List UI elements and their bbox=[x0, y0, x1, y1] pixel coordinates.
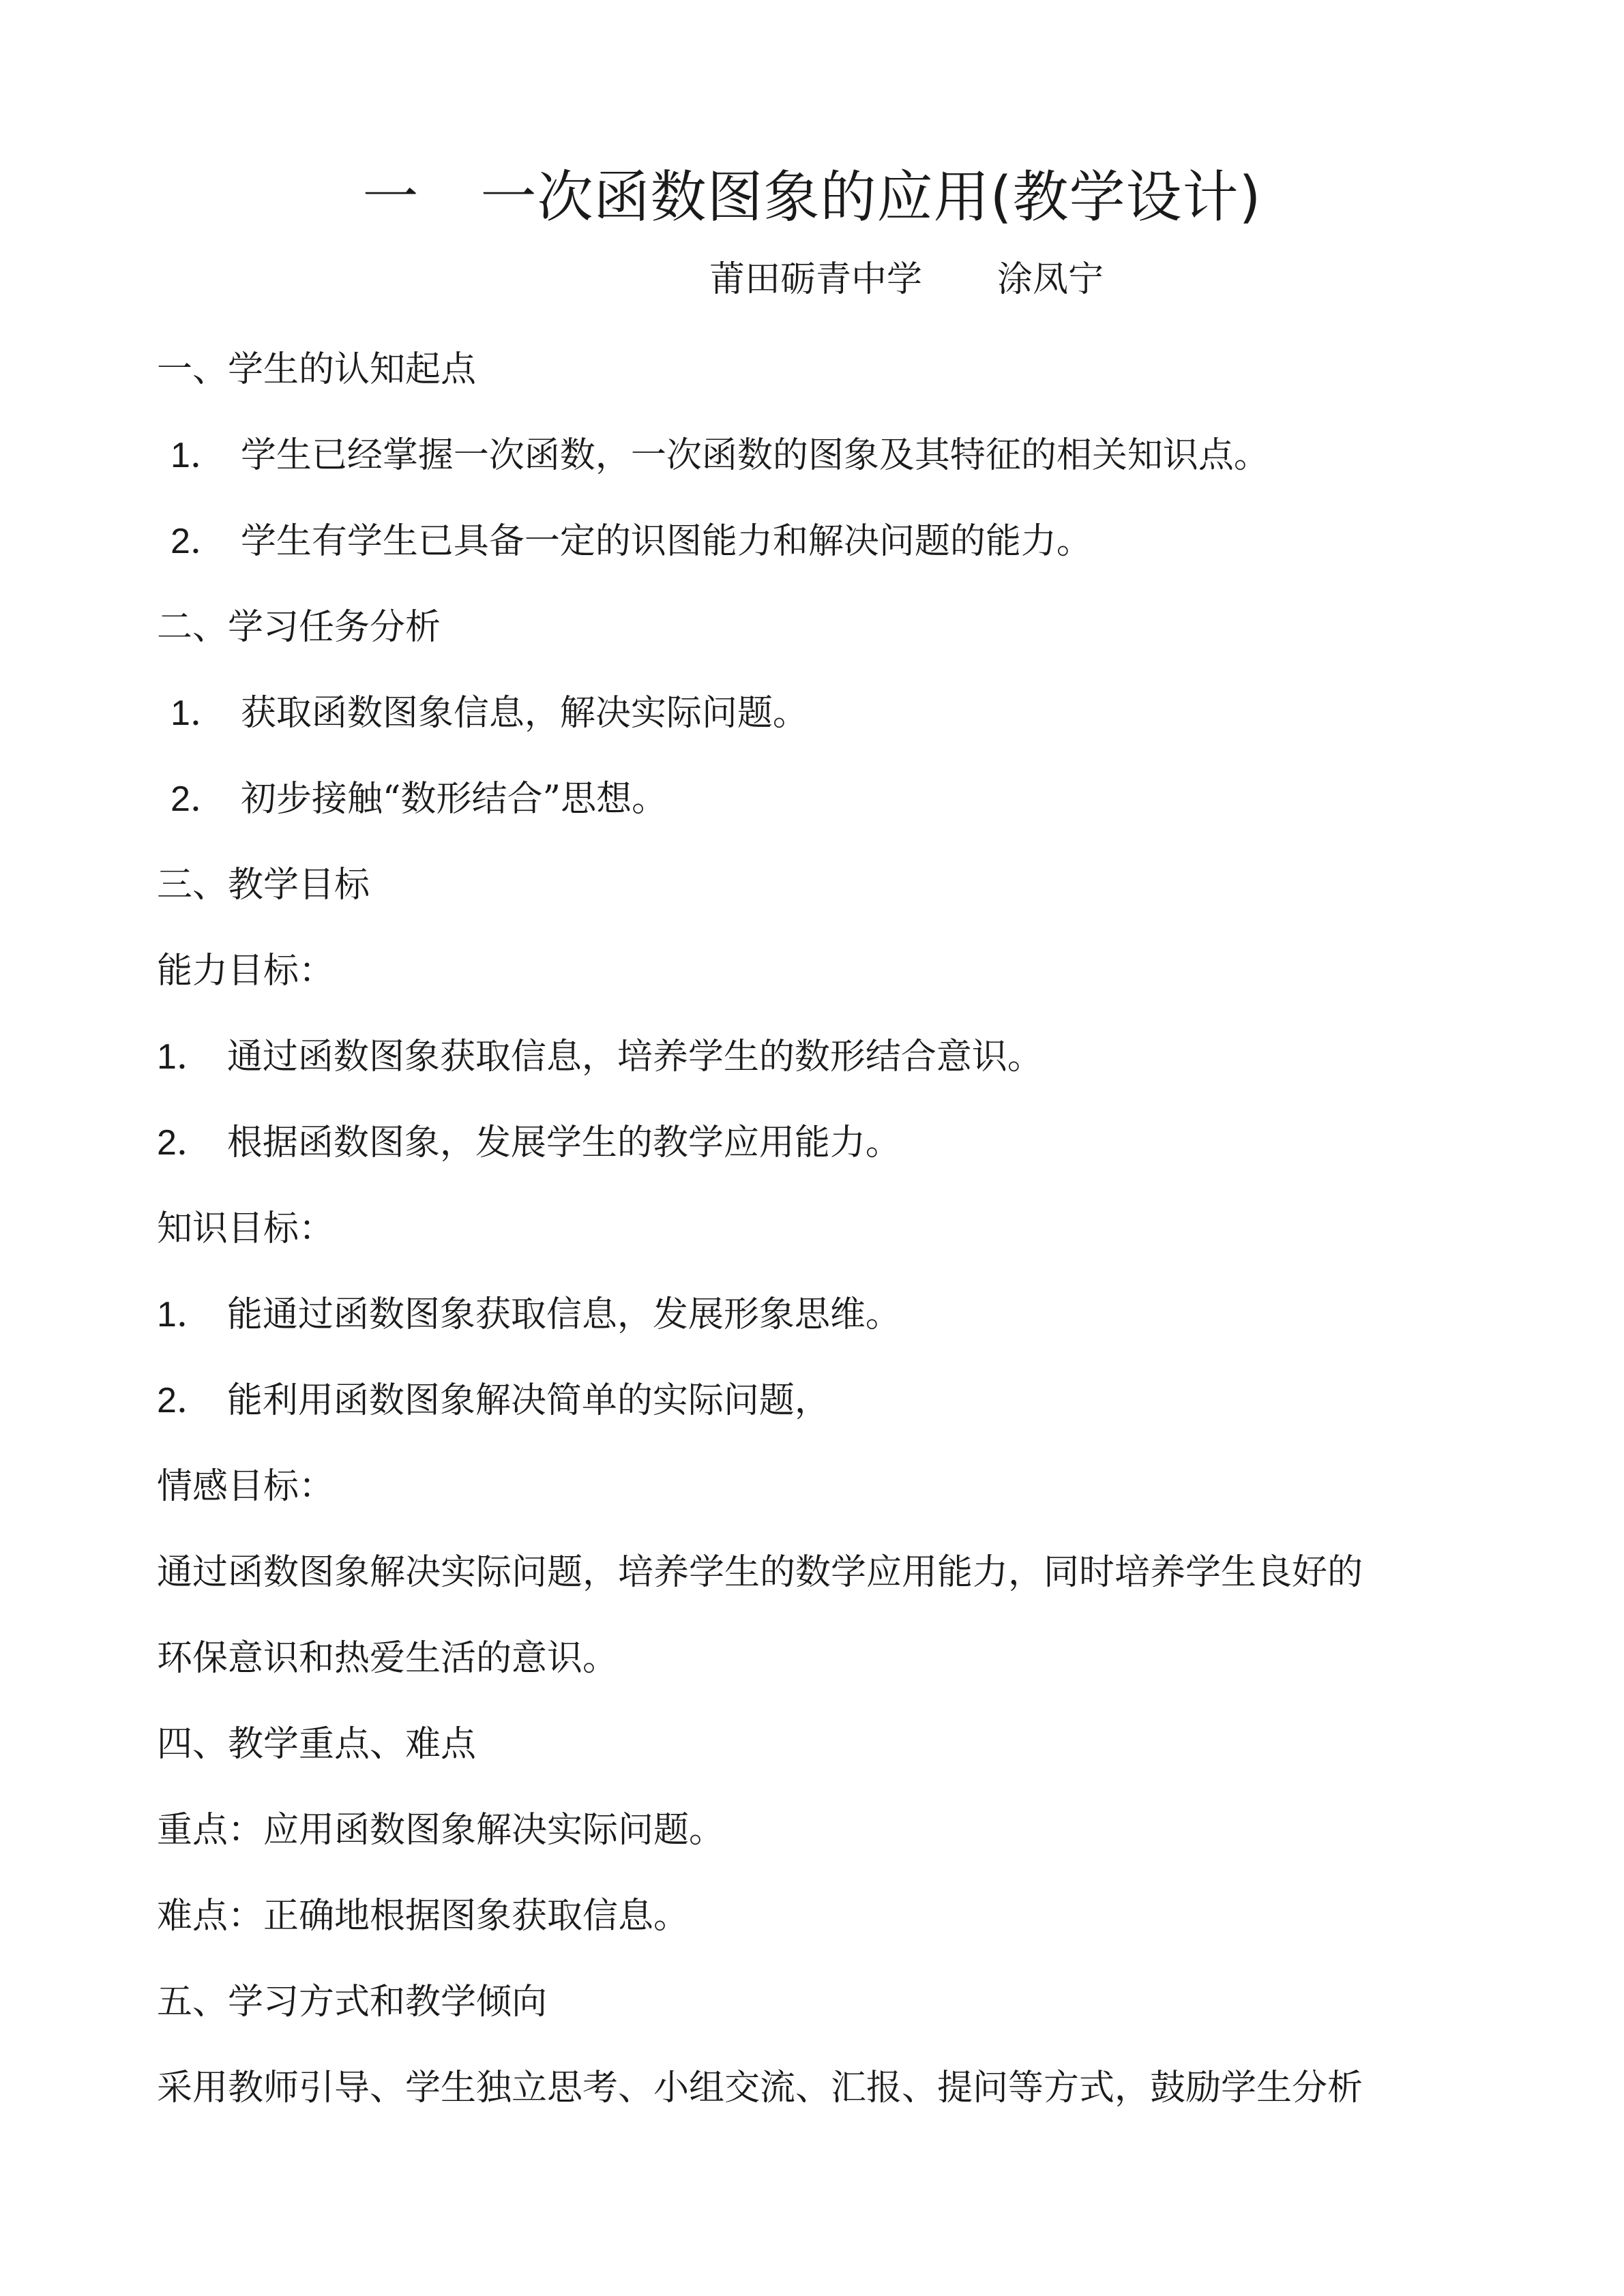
byline bbox=[709, 252, 1104, 307]
list-item bbox=[157, 1030, 1043, 1084]
list-item bbox=[157, 1287, 901, 1342]
paragraph-line: 难点：正确地根据图象获取信息。 bbox=[157, 1896, 690, 1937]
section-heading: 三、教学目标 bbox=[157, 865, 370, 906]
section-heading: 四、教学重点、难点 bbox=[157, 1724, 477, 1765]
list-item bbox=[171, 772, 667, 826]
title-text: 一次函数图象的应用(教学设计) bbox=[480, 165, 1262, 230]
item-number: 1． bbox=[157, 1037, 212, 1077]
item-number: 2． bbox=[171, 779, 226, 819]
item-text: 获取函数图象信息，解决实际问题。 bbox=[240, 693, 808, 734]
item-text: 初步接触“数形结合”思想。 bbox=[240, 779, 668, 820]
author-name: 涂凤宁 bbox=[997, 259, 1104, 300]
item-text: 学生有学生已具备一定的识图能力和解决问题的能力。 bbox=[240, 521, 1092, 562]
paragraph-line: 环保意识和热爱生活的意识。 bbox=[157, 1638, 619, 1679]
school-name: 莆田砺青中学 bbox=[709, 259, 923, 300]
item-number: 1． bbox=[157, 1295, 212, 1335]
list-item bbox=[157, 1373, 830, 1428]
list-item bbox=[171, 428, 1269, 483]
item-text: 根据函数图象，发展学生的教学应用能力。 bbox=[226, 1122, 901, 1163]
paragraph-line: 通过函数图象解决实际问题，培养学生的数学应用能力，同时培养学生良好的 bbox=[157, 1552, 1363, 1593]
page-title bbox=[0, 160, 1624, 235]
section-heading: 五、学习方式和教学倾向 bbox=[157, 1982, 548, 2023]
item-text: 通过函数图象获取信息，培养学生的数形结合意识。 bbox=[226, 1037, 1043, 1077]
paragraph-line: 重点：应用函数图象解决实际问题。 bbox=[157, 1810, 725, 1851]
item-number: 2． bbox=[157, 1381, 212, 1420]
list-item bbox=[157, 1116, 901, 1170]
item-number: 2． bbox=[171, 522, 226, 561]
subsection-label: 能力目标： bbox=[157, 951, 335, 992]
list-item bbox=[171, 514, 1092, 569]
list-item bbox=[171, 686, 808, 741]
paragraph-line: 采用教师引导、学生独立思考、小组交流、汇报、提问等方式，鼓励学生分析 bbox=[157, 2068, 1363, 2108]
item-text: 能通过函数图象获取信息，发展形象思维。 bbox=[226, 1294, 901, 1335]
title-number: 一 bbox=[362, 165, 419, 230]
item-text: 学生已经掌握一次函数，一次函数的图象及其特征的相关知识点。 bbox=[240, 435, 1269, 476]
item-number: 1． bbox=[171, 436, 226, 475]
item-number: 1． bbox=[171, 694, 226, 733]
subsection-label: 知识目标： bbox=[157, 1208, 335, 1249]
item-text: 能利用函数图象解决简单的实际问题， bbox=[226, 1380, 830, 1421]
subsection-label: 情感目标： bbox=[157, 1466, 335, 1507]
section-heading: 二、学习任务分析 bbox=[157, 607, 441, 648]
item-number: 2． bbox=[157, 1123, 212, 1163]
section-heading: 一、学生的认知起点 bbox=[157, 349, 477, 390]
